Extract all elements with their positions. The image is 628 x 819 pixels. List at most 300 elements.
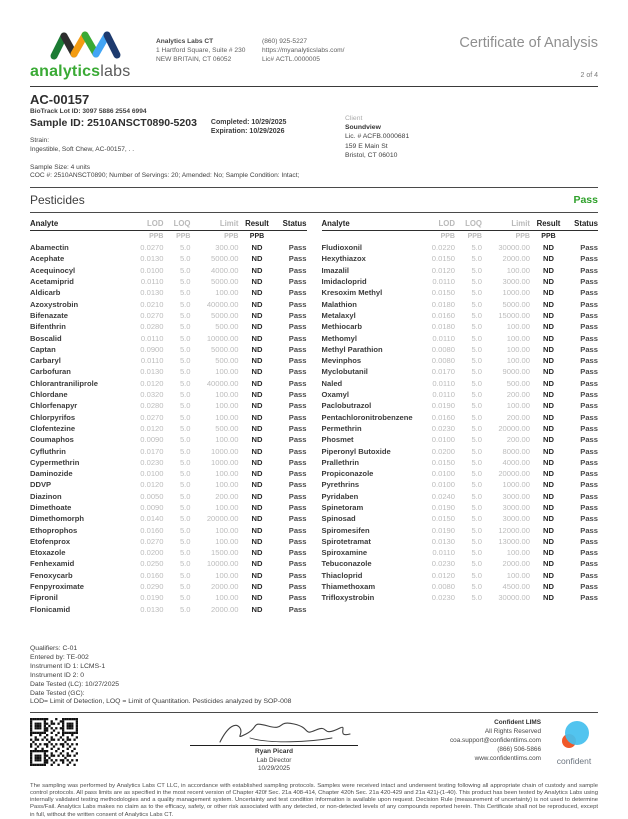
loq-value: 5.0 <box>179 559 191 569</box>
limit-value: 200.00 <box>506 390 530 400</box>
unit-lod: PPB <box>149 233 164 241</box>
result-value: ND <box>251 277 263 287</box>
loq-value: 5.0 <box>471 277 482 287</box>
sample-description: Ingestible, Soft Chew, AC-00157, . . <box>30 145 135 153</box>
result-value: ND <box>251 457 263 467</box>
lod-value: 0.0090 <box>140 435 164 445</box>
result-value: ND <box>251 514 263 524</box>
results-table-left <box>30 219 307 615</box>
status-value: Pass <box>580 265 598 275</box>
result-value: ND <box>543 570 554 580</box>
limit-value: 10000.00 <box>206 333 239 343</box>
loq-value: 5.0 <box>179 277 191 287</box>
result-value: ND <box>543 288 554 298</box>
status-value: Pass <box>580 480 598 490</box>
loq-value: 5.0 <box>471 356 482 366</box>
limit-value: 100.00 <box>506 570 530 580</box>
table-row <box>322 434 599 445</box>
status-value: Pass <box>580 243 598 253</box>
status-value: Pass <box>288 254 307 264</box>
limit-value: 4000.00 <box>211 265 239 275</box>
analyte-name: Myclobutanil <box>321 367 368 377</box>
lod-value: 0.0230 <box>140 457 164 467</box>
status-value: Pass <box>580 525 598 535</box>
analyte-name: Fenpyroximate <box>30 582 85 592</box>
result-value: ND <box>251 288 263 298</box>
lod-value: 0.0100 <box>140 265 164 275</box>
signer-name: Ryan Picard <box>254 748 294 756</box>
limit-value: 3000.00 <box>502 514 530 524</box>
limit-value: 30000.00 <box>498 593 530 603</box>
table-row <box>30 491 307 502</box>
table-row <box>30 389 307 400</box>
limit-value: 2000.00 <box>502 254 530 264</box>
analyte-name: Abamectin <box>30 243 69 253</box>
analyte-name: Coumaphos <box>30 435 74 445</box>
status-value: Pass <box>580 435 598 445</box>
status-value: Pass <box>288 310 307 320</box>
table-row <box>322 558 599 569</box>
col-header-status: Status <box>282 219 307 229</box>
table-row <box>322 570 599 581</box>
lod-value: 0.0170 <box>431 367 455 377</box>
loq-value: 5.0 <box>179 525 191 535</box>
result-value: ND <box>543 401 554 411</box>
confident-logo <box>550 718 598 766</box>
loq-value: 5.0 <box>179 356 191 366</box>
sample-size: Sample Size: 4 units <box>30 163 91 171</box>
status-value: Pass <box>288 536 307 546</box>
table-row <box>322 321 599 332</box>
result-value: ND <box>251 412 263 422</box>
lod-value: 0.0180 <box>431 299 455 309</box>
pesticides-section-header <box>30 187 598 213</box>
lims-info-block <box>450 718 541 763</box>
sample-info-section <box>30 87 598 187</box>
lod-value: 0.0150 <box>431 288 455 298</box>
result-value: ND <box>251 491 263 501</box>
analyte-name: Flonicamid <box>30 604 71 614</box>
result-value: ND <box>251 435 263 445</box>
lod-value: 0.0090 <box>140 503 164 512</box>
lod-value: 0.0130 <box>140 367 164 377</box>
table-row <box>30 570 307 581</box>
analyte-name: Spinetoram <box>321 503 364 512</box>
loq-value: 5.0 <box>471 243 482 253</box>
limit-value: 4500.00 <box>502 582 530 592</box>
loq-value: 5.0 <box>179 390 191 400</box>
status-value: Pass <box>288 367 307 377</box>
lod-value: 0.0190 <box>431 401 455 411</box>
limit-value: 500.00 <box>215 322 239 332</box>
loq-value: 5.0 <box>471 265 482 275</box>
status-value: Pass <box>580 514 598 524</box>
table-body-right <box>322 242 599 604</box>
status-value: Pass <box>288 299 307 309</box>
lims-rights: All Rights Reserved <box>484 728 541 736</box>
lod-value: 0.0180 <box>431 322 455 332</box>
loq-value: 5.0 <box>471 333 482 343</box>
status-value: Pass <box>580 401 598 411</box>
analyte-name: Cypermethrin <box>30 457 80 467</box>
analyte-name: Chlorantraniliprole <box>30 378 98 388</box>
loq-value: 5.0 <box>179 310 191 320</box>
table-row <box>322 468 599 479</box>
table-row <box>322 547 599 558</box>
limit-value: 1500.00 <box>211 548 239 558</box>
table-row <box>322 423 599 434</box>
loq-value: 5.0 <box>179 480 191 490</box>
loq-value: 5.0 <box>179 435 191 445</box>
table-row <box>30 457 307 468</box>
table-row <box>322 265 599 276</box>
lod-value: 0.0110 <box>432 390 455 400</box>
status-value: Pass <box>288 559 307 569</box>
status-value: Pass <box>580 277 598 287</box>
loq-value: 5.0 <box>471 582 482 592</box>
table-row <box>30 536 307 547</box>
analyte-name: Oxamyl <box>321 390 349 400</box>
lod-value: 0.0130 <box>140 288 164 298</box>
loq-value: 5.0 <box>179 344 191 354</box>
result-value: ND <box>543 277 554 287</box>
unit-limit: PPB <box>224 233 239 241</box>
biotrack-lot-id: BioTrack Lot ID: 3097 5886 2554 6994 <box>30 108 147 115</box>
table-row <box>322 276 599 287</box>
table-row <box>30 310 307 321</box>
limit-value: 10000.00 <box>206 559 239 569</box>
analyte-name: Fenoxycarb <box>30 570 73 580</box>
client-name: Soundview <box>345 124 381 132</box>
lod-value: 0.0110 <box>432 277 455 287</box>
status-value: Pass <box>288 423 307 433</box>
analyte-name: Carbofuran <box>30 367 71 377</box>
result-value: ND <box>543 333 554 343</box>
table-row <box>322 479 599 490</box>
loq-value: 5.0 <box>179 491 191 501</box>
result-value: ND <box>251 480 263 490</box>
client-address1: 159 E Main St <box>345 142 388 150</box>
limit-value: 5000.00 <box>211 310 239 320</box>
limit-value: 4000.00 <box>502 457 530 467</box>
loq-value: 5.0 <box>179 570 191 580</box>
table-row <box>322 299 599 310</box>
loq-value: 5.0 <box>471 559 482 569</box>
loq-value: 5.0 <box>471 390 482 400</box>
section-status-badge: Pass <box>573 194 598 207</box>
status-value: Pass <box>288 491 307 501</box>
lod-value: 0.0270 <box>140 412 164 422</box>
result-value: ND <box>543 525 554 535</box>
analyte-name: Boscalid <box>30 333 62 343</box>
status-value: Pass <box>288 480 307 490</box>
loq-value: 5.0 <box>179 536 191 546</box>
result-value: ND <box>251 548 263 558</box>
lims-website: www.confidentlims.com <box>474 755 541 763</box>
status-value: Pass <box>288 582 307 592</box>
result-value: ND <box>543 412 554 422</box>
analyte-name: Paclobutrazol <box>321 401 372 411</box>
lod-value: 0.0160 <box>140 525 164 535</box>
lab-name: Analytics Labs CT <box>156 38 214 45</box>
table-header-row <box>322 219 599 231</box>
table-row <box>30 333 307 344</box>
disclaimer-text: The sampling was performed by Analytics Labs CT LLC, in accordance with established sampling protocols. Samples were received intact and underwent testing following all appropriate chain of custody and sample control protocols. All pass limits are as specified in the most recent version of Chapter 420f Sec. 21a 408-414, Chapter 420h Sec. 21a 420-429 and 21a 421j-(1-40). This product has been tested by Analytics Labs using internally validated testing methodologies and a quality management system. Uncertainty and test condition information is available upon request. Decision Rule (measurement of uncertainty) is not used to determine Pass/Fail. Analytics Labs makes no claim as to the efficacy, safety, or other risk associated with any detected, or non-detected levels of any compounds reported herein. This Certificate shall not be reproduced, except in full, without the written consent of Analytics Labs CT. <box>30 782 598 818</box>
qualifier-line: Date Tested (GC): <box>30 689 85 697</box>
limit-value: 5000.00 <box>211 277 239 287</box>
table-body-left <box>30 242 307 615</box>
status-value: Pass <box>580 593 598 603</box>
limit-value: 9000.00 <box>502 367 530 377</box>
status-value: Pass <box>288 548 307 558</box>
lod-value: 0.0150 <box>431 254 455 264</box>
analyte-name: Carbaryl <box>30 356 61 366</box>
lod-value: 0.0280 <box>140 401 164 411</box>
table-row <box>322 253 599 264</box>
result-value: ND <box>251 559 263 569</box>
report-id: AC-00157 <box>30 92 90 107</box>
status-value: Pass <box>580 367 598 377</box>
status-value: Pass <box>580 536 598 546</box>
limit-value: 1000.00 <box>211 446 239 456</box>
lod-value: 0.0080 <box>431 356 455 366</box>
table-row <box>30 468 307 479</box>
table-row <box>322 513 599 524</box>
confident-logo-text: confident <box>556 756 592 767</box>
status-value: Pass <box>580 333 598 343</box>
signature-icon <box>190 718 358 748</box>
lod-value: 0.0230 <box>431 593 455 603</box>
lod-value: 0.0200 <box>431 446 455 456</box>
analyte-name: Daminozide <box>30 469 73 479</box>
loq-value: 5.0 <box>471 469 482 479</box>
brand-primary: analytics <box>30 63 101 80</box>
result-value: ND <box>251 333 263 343</box>
table-row <box>30 253 307 264</box>
analyte-name: Etofenprox <box>30 536 71 546</box>
col-header-result: Result <box>245 219 269 229</box>
result-value: ND <box>251 310 263 320</box>
status-value: Pass <box>580 446 598 456</box>
loq-value: 5.0 <box>179 254 191 264</box>
status-value: Pass <box>288 344 307 354</box>
limit-value: 2000.00 <box>211 582 239 592</box>
loq-value: 5.0 <box>471 570 482 580</box>
lod-value: 0.0110 <box>432 333 455 343</box>
table-row <box>322 242 599 253</box>
analyte-name: Mevinphos <box>321 356 362 366</box>
status-value: Pass <box>580 254 598 264</box>
analyte-name: Chlordane <box>30 390 68 400</box>
lod-value: 0.0100 <box>431 435 455 445</box>
limit-value: 12000.00 <box>498 525 530 535</box>
status-value: Pass <box>580 288 598 298</box>
loq-value: 5.0 <box>471 310 482 320</box>
qualifiers-block <box>30 645 598 707</box>
status-value: Pass <box>288 401 307 411</box>
status-value: Pass <box>580 582 598 592</box>
limit-value: 3000.00 <box>502 491 530 501</box>
limit-value: 15000.00 <box>498 310 530 320</box>
table-row <box>322 525 599 536</box>
loq-value: 5.0 <box>471 367 482 377</box>
table-row <box>30 434 307 445</box>
unit-result: PPB <box>249 233 265 241</box>
loq-value: 5.0 <box>471 288 482 298</box>
limit-value: 3000.00 <box>502 503 530 512</box>
loq-value: 5.0 <box>179 582 191 592</box>
loq-value: 5.0 <box>179 243 191 253</box>
limit-value: 8000.00 <box>502 446 530 456</box>
brand-wordmark <box>30 63 152 81</box>
analyte-name: Pyrethrins <box>321 480 360 490</box>
lod-value: 0.0120 <box>140 423 164 433</box>
coc-line: COC #: 2510ANSCT0890; Number of Servings: 20; Amended: No; Sample Condition: Intact; <box>30 172 300 180</box>
lod-value: 0.0110 <box>432 548 455 558</box>
result-value: ND <box>543 265 554 275</box>
status-value: Pass <box>288 333 307 343</box>
qualifier-line: Date Tested (LC): 10/27/2025 <box>30 680 120 688</box>
footer <box>30 713 598 773</box>
col-header-status: Status <box>574 219 598 229</box>
table-row <box>30 446 307 457</box>
status-value: Pass <box>288 277 307 287</box>
loq-value: 5.0 <box>471 299 482 309</box>
status-value: Pass <box>288 514 307 524</box>
limit-value: 2000.00 <box>502 559 530 569</box>
table-row <box>30 479 307 490</box>
limit-value: 100.00 <box>506 344 530 354</box>
analyte-name: Aldicarb <box>30 288 61 298</box>
analyte-name: Malathion <box>321 299 357 309</box>
signer-title: Lab Director <box>256 756 292 764</box>
lod-value: 0.0110 <box>432 378 455 388</box>
lod-value: 0.0900 <box>140 344 164 354</box>
unit-loq: PPB <box>467 233 482 241</box>
table-row <box>322 446 599 457</box>
status-value: Pass <box>580 559 598 569</box>
loq-value: 5.0 <box>179 604 191 614</box>
lod-value: 0.0240 <box>431 491 455 501</box>
result-value: ND <box>543 491 554 501</box>
result-value: ND <box>251 401 263 411</box>
limit-value: 20000.00 <box>498 469 530 479</box>
table-row <box>30 344 307 355</box>
result-value: ND <box>251 604 263 614</box>
status-value: Pass <box>580 548 598 558</box>
limit-value: 40000.00 <box>206 299 239 309</box>
table-row <box>322 355 599 366</box>
completed-date: Completed: 10/29/2025 <box>210 118 287 126</box>
loq-value: 5.0 <box>179 412 191 422</box>
limit-value: 100.00 <box>215 435 239 445</box>
lod-value: 0.0110 <box>140 277 164 287</box>
result-value: ND <box>251 582 263 592</box>
result-value: ND <box>543 344 554 354</box>
lod-value: 0.0150 <box>431 457 455 467</box>
loq-value: 5.0 <box>179 401 191 411</box>
table-row <box>30 276 307 287</box>
result-value: ND <box>543 299 554 309</box>
limit-value: 100.00 <box>215 480 239 490</box>
table-row <box>322 389 599 400</box>
result-value: ND <box>251 503 263 512</box>
result-value: ND <box>251 344 263 354</box>
loq-value: 5.0 <box>179 548 191 558</box>
unit-result: PPB <box>541 233 556 241</box>
lod-value: 0.0120 <box>140 378 164 388</box>
lod-value: 0.0190 <box>431 503 455 512</box>
col-header-loq: LOQ <box>465 219 482 229</box>
result-value: ND <box>543 378 554 388</box>
qr-code <box>30 718 78 766</box>
limit-value: 1000.00 <box>502 288 530 298</box>
table-row <box>322 502 599 513</box>
status-value: Pass <box>580 491 598 501</box>
status-value: Pass <box>288 356 307 366</box>
lims-name: Confident LIMS <box>494 719 541 727</box>
table-row <box>30 287 307 298</box>
status-value: Pass <box>288 593 307 603</box>
qualifier-line: Entered by: TE-002 <box>30 653 89 661</box>
table-row <box>322 310 599 321</box>
analyte-name: Bifenthrin <box>30 322 66 332</box>
loq-value: 5.0 <box>471 457 482 467</box>
client-address2: Bristol, CT 06010 <box>345 151 398 159</box>
result-value: ND <box>251 593 263 603</box>
analyte-name: Imidacloprid <box>321 277 367 287</box>
loq-value: 5.0 <box>179 322 191 332</box>
status-value: Pass <box>580 344 598 354</box>
limit-value: 5000.00 <box>211 344 239 354</box>
result-value: ND <box>543 503 554 512</box>
analyte-name: Fipronil <box>30 593 58 603</box>
analyte-name: Propiconazole <box>321 469 374 479</box>
lab-address-line2: NEW BRITAIN, CT 06052 <box>156 56 232 64</box>
lod-value: 0.0230 <box>431 559 455 569</box>
lod-value: 0.0320 <box>140 390 164 400</box>
loq-value: 5.0 <box>179 446 191 456</box>
status-value: Pass <box>288 435 307 445</box>
expiration-date: Expiration: 10/29/2026 <box>210 128 285 136</box>
lab-address-line1: 1 Hartford Square, Suite # 230 <box>156 47 246 55</box>
limit-value: 100.00 <box>215 288 239 298</box>
result-value: ND <box>251 243 263 253</box>
qualifier-line: Qualifiers: C-01 <box>30 644 78 652</box>
lod-value: 0.0160 <box>431 412 455 422</box>
limit-value: 100.00 <box>215 469 239 479</box>
table-row <box>322 287 599 298</box>
table-row <box>322 412 599 423</box>
table-row <box>30 592 307 603</box>
result-value: ND <box>251 378 263 388</box>
analyte-name: Spinosad <box>321 514 356 524</box>
status-value: Pass <box>288 243 307 253</box>
table-row <box>30 525 307 536</box>
analyte-name: Naled <box>321 378 343 388</box>
analyte-name: Pyridaben <box>321 491 359 501</box>
col-header-lod: LOD <box>147 219 164 229</box>
loq-value: 5.0 <box>179 378 191 388</box>
analyte-name: Azoxystrobin <box>30 299 79 309</box>
loq-value: 5.0 <box>179 514 191 524</box>
lod-value: 0.0290 <box>140 582 164 592</box>
lod-value: 0.0220 <box>431 243 455 253</box>
lod-value: 0.0130 <box>140 254 164 264</box>
loq-value: 5.0 <box>179 367 191 377</box>
table-row <box>30 321 307 332</box>
lod-value: 0.0130 <box>140 604 164 614</box>
